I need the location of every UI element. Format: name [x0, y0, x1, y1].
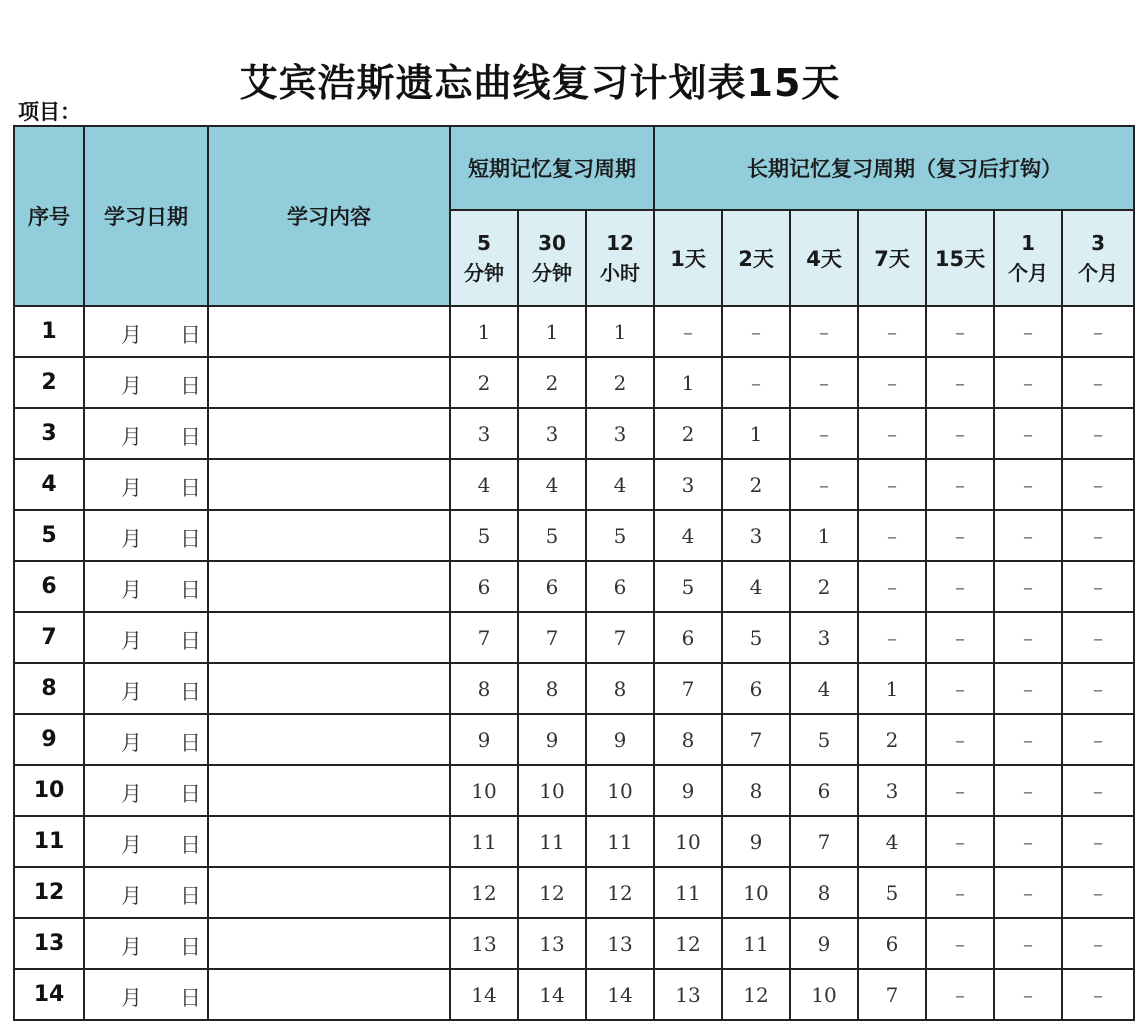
header-long-col-4 [926, 210, 994, 306]
date-day-label: 日 [180, 782, 201, 806]
date-day-label: 日 [180, 578, 201, 602]
long-review-cell-8[interactable]: – [994, 816, 1062, 867]
header-study-content: 学习内容 [208, 126, 450, 306]
header-long-col-4-line: 15天 [934, 247, 986, 271]
long-review-cell-7[interactable]: – [926, 408, 994, 459]
long-review-cell-8[interactable]: – [994, 612, 1062, 663]
header-short-col-0-line: 5 [477, 231, 491, 255]
long-review-cell-9[interactable]: – [1062, 408, 1134, 459]
long-review-cell-6[interactable]: 6 [858, 918, 926, 969]
study-date-field[interactable] [84, 459, 208, 510]
date-month-label: 月 [121, 731, 142, 755]
short-review-cell-1: 3 [518, 408, 586, 459]
short-review-cell-0: 5 [450, 510, 518, 561]
long-review-cell-4[interactable]: – [722, 357, 790, 408]
long-review-cell-4[interactable]: 1 [722, 408, 790, 459]
short-review-cell-0: 4 [450, 459, 518, 510]
short-review-cell-2: 10 [586, 765, 654, 816]
short-review-cell-0: 13 [450, 918, 518, 969]
short-review-cell-2: 5 [586, 510, 654, 561]
long-review-cell-6[interactable]: – [858, 510, 926, 561]
short-review-cell-0: 10 [450, 765, 518, 816]
date-day-label: 日 [180, 731, 201, 755]
long-review-cell-3[interactable]: 13 [654, 969, 722, 1020]
long-review-cell-8[interactable]: – [994, 765, 1062, 816]
long-review-cell-3[interactable]: 10 [654, 816, 722, 867]
long-review-cell-9[interactable]: – [1062, 612, 1134, 663]
page-title: 艾宾浩斯遗忘曲线复习计划表15天 [239, 61, 841, 105]
row-seq: 4 [14, 459, 84, 510]
long-review-cell-9[interactable]: – [1062, 306, 1134, 357]
date-month-label: 月 [121, 884, 142, 908]
short-review-cell-1: 12 [518, 867, 586, 918]
header-long-col-6-line: 3 [1091, 231, 1106, 255]
long-review-cell-8[interactable]: – [994, 561, 1062, 612]
table-row [14, 561, 1134, 612]
long-review-cell-6[interactable]: – [858, 357, 926, 408]
header-short-col-2-line: 12 [606, 231, 634, 255]
table-row [14, 765, 1134, 816]
short-review-cell-0: 11 [450, 816, 518, 867]
long-review-cell-4[interactable]: 10 [722, 867, 790, 918]
row-seq: 11 [14, 816, 84, 867]
date-day-label: 日 [180, 323, 201, 347]
date-month-label: 月 [121, 935, 142, 959]
study-date-field[interactable] [84, 918, 208, 969]
short-review-cell-1: 4 [518, 459, 586, 510]
long-review-cell-3[interactable]: – [654, 306, 722, 357]
long-review-cell-5[interactable]: – [790, 306, 858, 357]
header-long-col-1-line: 2天 [738, 247, 774, 271]
long-review-cell-5[interactable]: 10 [790, 969, 858, 1020]
long-review-cell-5[interactable]: 6 [790, 765, 858, 816]
long-review-cell-3[interactable]: 5 [654, 561, 722, 612]
long-review-cell-4[interactable]: 12 [722, 969, 790, 1020]
header-long-col-2-line: 4天 [806, 247, 842, 271]
study-content-field[interactable] [208, 867, 450, 918]
short-review-cell-1: 11 [518, 816, 586, 867]
header-short-col-1 [518, 210, 586, 306]
row-seq: 5 [14, 510, 84, 561]
short-review-cell-2: 1 [586, 306, 654, 357]
date-day-label: 日 [180, 986, 201, 1010]
long-review-cell-5[interactable]: 4 [790, 663, 858, 714]
long-review-cell-3[interactable]: 11 [654, 867, 722, 918]
study-date-field[interactable] [84, 816, 208, 867]
long-review-cell-4[interactable]: 7 [722, 714, 790, 765]
study-date-field[interactable] [84, 357, 208, 408]
date-day-label: 日 [180, 833, 201, 857]
long-review-cell-3[interactable]: 3 [654, 459, 722, 510]
short-review-cell-2: 7 [586, 612, 654, 663]
row-seq: 7 [14, 612, 84, 663]
long-review-cell-7[interactable]: – [926, 714, 994, 765]
long-review-cell-5[interactable]: 1 [790, 510, 858, 561]
long-review-cell-3[interactable]: 1 [654, 357, 722, 408]
short-review-cell-2: 13 [586, 918, 654, 969]
short-review-cell-1: 8 [518, 663, 586, 714]
short-review-cell-2: 2 [586, 357, 654, 408]
long-review-cell-7[interactable]: – [926, 510, 994, 561]
row-seq: 9 [14, 714, 84, 765]
short-review-cell-1: 14 [518, 969, 586, 1020]
date-day-label: 日 [180, 629, 201, 653]
header-seq: 序号 [14, 126, 84, 306]
short-review-cell-2: 12 [586, 867, 654, 918]
long-review-cell-8[interactable]: – [994, 867, 1062, 918]
long-review-cell-9[interactable]: – [1062, 969, 1134, 1020]
short-review-cell-0: 7 [450, 612, 518, 663]
row-seq: 2 [14, 357, 84, 408]
long-review-cell-3[interactable]: 8 [654, 714, 722, 765]
long-review-cell-5[interactable]: 9 [790, 918, 858, 969]
study-content-field[interactable] [208, 969, 450, 1020]
long-review-cell-5[interactable]: – [790, 459, 858, 510]
header-short-col-2-line: 小时 [600, 261, 641, 285]
long-review-cell-6[interactable]: 5 [858, 867, 926, 918]
table-row [14, 510, 1134, 561]
short-review-cell-2: 14 [586, 969, 654, 1020]
long-review-cell-9[interactable]: – [1062, 663, 1134, 714]
date-month-label: 月 [121, 833, 142, 857]
long-review-cell-6[interactable]: 1 [858, 663, 926, 714]
header-short-term-group: 短期记忆复习周期 [450, 126, 654, 210]
long-review-cell-3[interactable]: 2 [654, 408, 722, 459]
table-row [14, 714, 1134, 765]
long-review-cell-3[interactable]: 6 [654, 612, 722, 663]
short-review-cell-1: 10 [518, 765, 586, 816]
long-review-cell-5[interactable]: 3 [790, 612, 858, 663]
short-review-cell-2: 3 [586, 408, 654, 459]
short-review-cell-1: 5 [518, 510, 586, 561]
header-study-date: 学习日期 [84, 126, 208, 306]
row-seq: 13 [14, 918, 84, 969]
long-review-cell-4[interactable]: 6 [722, 663, 790, 714]
study-content-field[interactable] [208, 408, 450, 459]
study-date-field[interactable] [84, 765, 208, 816]
date-month-label: 月 [121, 476, 142, 500]
short-review-cell-0: 6 [450, 561, 518, 612]
row-seq: 14 [14, 969, 84, 1020]
header-long-col-2 [790, 210, 858, 306]
long-review-cell-6[interactable]: – [858, 306, 926, 357]
date-month-label: 月 [121, 527, 142, 551]
table-row [14, 969, 1134, 1020]
date-month-label: 月 [121, 629, 142, 653]
study-content-field[interactable] [208, 510, 450, 561]
short-review-cell-0: 14 [450, 969, 518, 1020]
long-review-cell-3[interactable]: 9 [654, 765, 722, 816]
study-content-field[interactable] [208, 816, 450, 867]
long-review-cell-9[interactable]: – [1062, 561, 1134, 612]
table-row [14, 612, 1134, 663]
short-review-cell-0: 1 [450, 306, 518, 357]
study-date-field[interactable] [84, 561, 208, 612]
long-review-cell-8[interactable]: – [994, 918, 1062, 969]
short-review-cell-2: 4 [586, 459, 654, 510]
table-row [14, 357, 1134, 408]
date-month-label: 月 [121, 374, 142, 398]
long-review-cell-9[interactable]: – [1062, 510, 1134, 561]
date-day-label: 日 [180, 935, 201, 959]
header-long-col-3 [858, 210, 926, 306]
date-month-label: 月 [121, 425, 142, 449]
long-review-cell-4[interactable]: 4 [722, 561, 790, 612]
header-short-col-1-line: 30 [538, 231, 566, 255]
long-review-cell-4[interactable]: 8 [722, 765, 790, 816]
long-review-cell-6[interactable]: 7 [858, 969, 926, 1020]
study-content-field[interactable] [208, 459, 450, 510]
long-review-cell-7[interactable]: – [926, 867, 994, 918]
long-review-cell-6[interactable]: 2 [858, 714, 926, 765]
long-review-cell-4[interactable]: – [722, 306, 790, 357]
long-review-cell-7[interactable]: – [926, 357, 994, 408]
header-long-col-0-line: 1天 [670, 247, 706, 271]
long-review-cell-6[interactable]: – [858, 612, 926, 663]
long-review-cell-5[interactable]: 2 [790, 561, 858, 612]
short-review-cell-1: 9 [518, 714, 586, 765]
long-review-cell-4[interactable]: 9 [722, 816, 790, 867]
long-review-cell-9[interactable]: – [1062, 459, 1134, 510]
header-short-col-1-line: 分钟 [532, 261, 572, 285]
study-date-field[interactable] [84, 510, 208, 561]
long-review-cell-6[interactable]: – [858, 408, 926, 459]
row-seq: 3 [14, 408, 84, 459]
long-review-cell-7[interactable]: – [926, 765, 994, 816]
row-seq: 1 [14, 306, 84, 357]
study-date-field[interactable] [84, 408, 208, 459]
short-review-cell-0: 2 [450, 357, 518, 408]
header-short-col-0 [450, 210, 518, 306]
long-review-cell-5[interactable]: 7 [790, 816, 858, 867]
short-review-cell-1: 1 [518, 306, 586, 357]
short-review-cell-1: 7 [518, 612, 586, 663]
long-review-cell-6[interactable]: – [858, 561, 926, 612]
study-date-field[interactable] [84, 663, 208, 714]
short-review-cell-2: 6 [586, 561, 654, 612]
long-review-cell-8[interactable]: – [994, 969, 1062, 1020]
long-review-cell-9[interactable]: – [1062, 867, 1134, 918]
long-review-cell-9[interactable]: – [1062, 357, 1134, 408]
header-short-col-0-line: 分钟 [464, 261, 504, 285]
header-long-col-5-line: 1 [1021, 231, 1035, 255]
study-content-field[interactable] [208, 561, 450, 612]
long-review-cell-9[interactable]: – [1062, 714, 1134, 765]
project-label: 项目： [18, 100, 81, 124]
study-content-field[interactable] [208, 663, 450, 714]
long-review-cell-7[interactable]: – [926, 663, 994, 714]
row-seq: 12 [14, 867, 84, 918]
header-long-col-1 [722, 210, 790, 306]
short-review-cell-0: 9 [450, 714, 518, 765]
long-review-cell-4[interactable]: 2 [722, 459, 790, 510]
study-date-field[interactable] [84, 714, 208, 765]
long-review-cell-9[interactable]: – [1062, 765, 1134, 816]
long-review-cell-7[interactable]: – [926, 561, 994, 612]
long-review-cell-8[interactable]: – [994, 459, 1062, 510]
header-long-col-3-line: 7天 [874, 247, 910, 271]
study-date-field[interactable] [84, 867, 208, 918]
study-date-field[interactable] [84, 306, 208, 357]
date-month-label: 月 [121, 578, 142, 602]
long-review-cell-9[interactable]: – [1062, 918, 1134, 969]
study-content-field[interactable] [208, 918, 450, 969]
table-row [14, 663, 1134, 714]
long-review-cell-5[interactable]: – [790, 357, 858, 408]
long-review-cell-3[interactable]: 12 [654, 918, 722, 969]
row-seq: 6 [14, 561, 84, 612]
table-body [14, 306, 1134, 1020]
long-review-cell-8[interactable]: – [994, 663, 1062, 714]
date-month-label: 月 [121, 680, 142, 704]
long-review-cell-4[interactable]: 3 [722, 510, 790, 561]
header-long-col-5 [994, 210, 1062, 306]
long-review-cell-6[interactable]: 3 [858, 765, 926, 816]
date-day-label: 日 [180, 884, 201, 908]
short-review-cell-2: 11 [586, 816, 654, 867]
long-review-cell-6[interactable]: 4 [858, 816, 926, 867]
header-long-col-0 [654, 210, 722, 306]
study-content-field[interactable] [208, 765, 450, 816]
row-seq: 10 [14, 765, 84, 816]
long-review-cell-5[interactable]: 8 [790, 867, 858, 918]
table-row [14, 816, 1134, 867]
short-review-cell-2: 8 [586, 663, 654, 714]
long-review-cell-7[interactable]: – [926, 306, 994, 357]
table-row [14, 459, 1134, 510]
table-row [14, 408, 1134, 459]
long-review-cell-8[interactable]: – [994, 306, 1062, 357]
long-review-cell-4[interactable]: 5 [722, 612, 790, 663]
review-schedule-table [13, 125, 1135, 1021]
short-review-cell-0: 3 [450, 408, 518, 459]
header-long-col-5-line: 个月 [1008, 261, 1049, 285]
table-row [14, 918, 1134, 969]
header-short-col-2 [586, 210, 654, 306]
study-content-field[interactable] [208, 612, 450, 663]
study-content-field[interactable] [208, 306, 450, 357]
long-review-cell-9[interactable]: – [1062, 816, 1134, 867]
study-date-field[interactable] [84, 612, 208, 663]
study-date-field[interactable] [84, 969, 208, 1020]
date-day-label: 日 [180, 527, 201, 551]
long-review-cell-7[interactable]: – [926, 612, 994, 663]
long-review-cell-8[interactable]: – [994, 357, 1062, 408]
table-row [14, 306, 1134, 357]
short-review-cell-1: 13 [518, 918, 586, 969]
header-long-col-6 [1062, 210, 1134, 306]
long-review-cell-4[interactable]: 11 [722, 918, 790, 969]
study-content-field[interactable] [208, 714, 450, 765]
date-day-label: 日 [180, 374, 201, 398]
header-long-col-6-line: 个月 [1078, 261, 1119, 285]
long-review-cell-3[interactable]: 4 [654, 510, 722, 561]
long-review-cell-3[interactable]: 7 [654, 663, 722, 714]
date-day-label: 日 [180, 476, 201, 500]
short-review-cell-2: 9 [586, 714, 654, 765]
date-month-label: 月 [121, 323, 142, 347]
long-review-cell-8[interactable]: – [994, 714, 1062, 765]
long-review-cell-5[interactable]: – [790, 408, 858, 459]
date-month-label: 月 [121, 782, 142, 806]
long-review-cell-7[interactable]: – [926, 969, 994, 1020]
date-day-label: 日 [180, 425, 201, 449]
date-day-label: 日 [180, 680, 201, 704]
long-review-cell-6[interactable]: – [858, 459, 926, 510]
study-content-field[interactable] [208, 357, 450, 408]
long-review-cell-8[interactable]: – [994, 510, 1062, 561]
header-long-term-group: 长期记忆复习周期（复习后打钩） [654, 126, 1134, 210]
table-row [14, 867, 1134, 918]
short-review-cell-0: 12 [450, 867, 518, 918]
date-month-label: 月 [121, 986, 142, 1010]
long-review-cell-5[interactable]: 5 [790, 714, 858, 765]
row-seq: 8 [14, 663, 84, 714]
long-review-cell-8[interactable]: – [994, 408, 1062, 459]
short-review-cell-1: 6 [518, 561, 586, 612]
long-review-cell-7[interactable]: – [926, 816, 994, 867]
short-review-cell-0: 8 [450, 663, 518, 714]
long-review-cell-7[interactable]: – [926, 918, 994, 969]
review-schedule-table-wrapper [13, 125, 1119, 1022]
long-review-cell-7[interactable]: – [926, 459, 994, 510]
short-review-cell-1: 2 [518, 357, 586, 408]
